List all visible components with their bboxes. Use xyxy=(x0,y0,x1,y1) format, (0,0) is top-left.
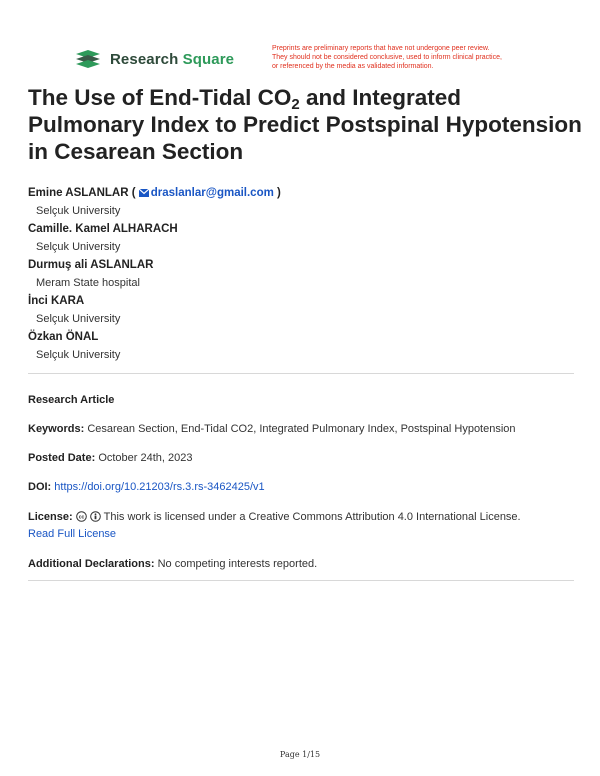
research-square-logo-icon xyxy=(74,48,102,70)
research-square-logo[interactable] xyxy=(74,48,234,70)
keywords-value: Cesarean Section, End-Tidal CO2, Integrated Pulmonary Index, Postspinal Hypotension xyxy=(87,423,516,435)
license xyxy=(28,509,574,543)
license-label: License: xyxy=(28,511,73,523)
notice-line: Preprints are preliminary reports that have not undergone peer review. xyxy=(272,45,490,52)
doi-label: DOI: xyxy=(28,481,52,493)
posted-date-value: October 24th, 2023 xyxy=(98,452,193,464)
author-list xyxy=(28,184,568,364)
svg-text:cc: cc xyxy=(78,514,84,521)
author-affiliation: Selçuk University xyxy=(36,313,121,325)
creative-commons-icon xyxy=(76,511,87,522)
author-name: Durmuş ali ASLANLAR xyxy=(28,259,154,271)
doi xyxy=(28,479,574,496)
article-type: Research Article xyxy=(28,394,115,406)
declarations-value: No competing interests reported. xyxy=(157,558,318,570)
author-name: İnci KARA xyxy=(28,295,85,307)
author-name: Emine ASLANLAR ( draslanlar@gmail.com ) xyxy=(28,187,281,199)
divider xyxy=(28,373,574,374)
paper-title: The Use of End-Tidal $CO_2$ and Integrated Pulmonary Index to Predict Postspinal Hypotension in Cesarean Section xyxy=(28,85,582,164)
author-affiliation: Meram State hospital xyxy=(36,277,140,289)
author-affiliation: Selçuk University xyxy=(36,349,121,361)
declarations-label: Additional Declarations: xyxy=(28,558,155,570)
read-full-license-link[interactable]: Read Full License xyxy=(28,528,117,540)
author-email-link[interactable]: draslanlar@gmail.com xyxy=(150,187,274,199)
posted-date xyxy=(28,450,574,467)
attribution-icon xyxy=(90,511,101,522)
doi-link[interactable]: https://doi.org/10.21203/rs.3.rs-3462425/v1 xyxy=(54,481,265,493)
divider xyxy=(28,580,574,581)
additional-declarations xyxy=(28,556,574,573)
envelope-icon xyxy=(139,189,149,197)
notice-line: They should not be considered conclusive, used to inform clinical practice, xyxy=(272,54,502,61)
preprint-notice xyxy=(272,44,542,71)
keywords xyxy=(28,421,574,438)
author-affiliation: Selçuk University xyxy=(36,205,121,217)
license-text: This work is licensed under a Creative Commons Attribution 4.0 International License. xyxy=(103,511,521,523)
posted-date-label: Posted Date: xyxy=(28,452,96,464)
logo-text: Research Square xyxy=(110,50,235,68)
keywords-label: Keywords: xyxy=(28,423,85,435)
notice-line: or referenced by the media as validated information. xyxy=(272,63,434,70)
page-number: Page 1/15 xyxy=(279,750,321,759)
author-name: Camille. Kamel ALHARACH xyxy=(28,223,178,235)
author-name: Özkan ÖNAL xyxy=(28,331,99,343)
author-affiliation: Selçuk University xyxy=(36,241,121,253)
